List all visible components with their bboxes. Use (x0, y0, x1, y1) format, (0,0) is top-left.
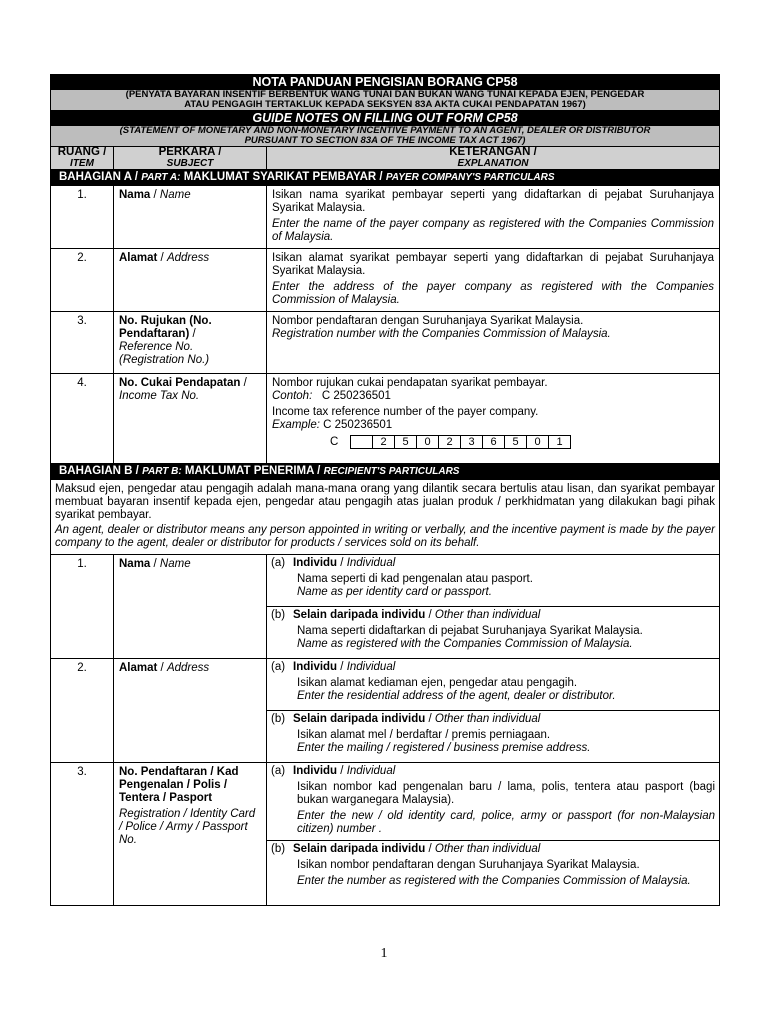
col-subject: PERKARA / SUBJECT (114, 147, 267, 170)
title-ms: NOTA PANDUAN PENGISIAN BORANG CP58 (51, 75, 720, 90)
digit-box: 0 (527, 435, 549, 449)
part-a-header: BAHAGIAN A / PART A: MAKLUMAT SYARIKAT PEMBAYAR / PAYER COMPANY'S PARTICULARS (51, 170, 720, 186)
col-explanation: KETERANGAN / EXPLANATION (267, 147, 720, 170)
digit-box: 2 (373, 435, 395, 449)
digit-box: 6 (483, 435, 505, 449)
part-b-row-1: 1. Nama / Name (a) Individu / Individual Nama seperti di kad pengenalan atau pasport. Name as per identity card or passport. (b) Selain daripada individu / Other than individual Nama seperti didaftarkan di pejabat Suruhanjaya Syarikat Malaysia. Name as registered with the Companies Commission of Malaysia. (51, 555, 720, 659)
title-en: GUIDE NOTES ON FILLING OUT FORM CP58 (51, 111, 720, 126)
digit-box: 2 (439, 435, 461, 449)
part-b-header: BAHAGIAN B / PART B: MAKLUMAT PENERIMA / RECIPIENT'S PARTICULARS (51, 464, 720, 480)
digit-box: 3 (461, 435, 483, 449)
tax-number-boxes: C 2 5 0 2 3 6 5 0 1 (330, 435, 714, 449)
part-b-row-3: 3. No. Pendaftaran / Kad Pengenalan / Polis / Tentera / Pasport Registration / Identity Card / Police / Army / Passport No. (a) Individu / Individual Isikan nombor kad pengenalan baru / lama, polis, tentera atau pasport (bagi bukan warganegara Malaysia). Enter the new / old identity card, police, army or passport (for non-Malaysian citizen) number . (b) Selain daripada individu / Other than individual Isikan nombor pendaftaran dengan Suruhanjaya Syarikat Malaysia. Enter the number as registered with the Companies Commission of Malaysia. (51, 763, 720, 906)
part-a-row-1: 1. Nama / Name Isikan nama syarikat pembayar seperti yang didaftarkan di pejabat Suruhanjaya Syarikat Malaysia. Enter the name of the payer company as registered with the Companies Commission of Malaysia. (51, 186, 720, 249)
digit-box: 1 (549, 435, 571, 449)
part-a-row-3: 3. No. Rujukan (No. Pendaftaran) / Reference No. (Registration No.) Nombor pendaftaran dengan Suruhanjaya Syarikat Malaysia. Registration number with the Companies Commission of Malaysia. (51, 312, 720, 374)
digit-box: 5 (505, 435, 527, 449)
page-number: 1 (380, 946, 388, 961)
guide-notes-document (50, 74, 719, 906)
digit-box-blank (350, 435, 373, 449)
part-a-row-4: 4. No. Cukai Pendapatan / Income Tax No. Nombor rujukan cukai pendapatan syarikat pembayar. Contoh: C 250236501 Income tax reference number of the payer company. Example: C 250236501 C 2 5 0 2 3 6 5 0 1 (51, 374, 720, 464)
digit-box: 0 (417, 435, 439, 449)
col-item: RUANG / ITEM (51, 147, 114, 170)
part-b-row-2: 2. Alamat / Address (a) Individu / Individual Isikan alamat kediaman ejen, pengedar atau pengagih. Enter the residential address of the agent, dealer or distributor. (b) Selain daripada individu / Other than individual Isikan alamat mel / berdaftar / premis perniagaan. Enter the mailing / registered / business premise address. (51, 659, 720, 763)
digit-box: 5 (395, 435, 417, 449)
part-b-intro: Maksud ejen, pengedar atau pengagih adalah mana-mana orang yang dilantik secara bertulis atau lisan, dan syarikat pembayar membuat bayaran insentif kepada ejen, pengedar atau pengagih atas jualan produk / perkhidmatan yang dilakukan bagi pihak syarikat pembayar. An agent, dealer or distributor means any person appointed in writing or verbally, and the incentive payment is made by the payer company to the agent, dealer or distributor for products / services sold on its behalf. (51, 480, 720, 555)
subtitle-ms: (PENYATA BAYARAN INSENTIF BERBENTUK WANG TUNAI DAN BUKAN WANG TUNAI KEPADA EJEN, PENGEDAR ATAU PENGAGIH TERTAKLUK KEPADA SEKSYEN 83A AKTA CUKAI PENDAPATAN 1967) (51, 90, 720, 111)
guide-notes-table (50, 74, 720, 906)
subtitle-en: (STATEMENT OF MONETARY AND NON-MONETARY INCENTIVE PAYMENT TO AN AGENT, DEALER OR DISTRIBUTOR PURSUANT TO SECTION 83A OF THE INCOME TAX ACT 1967) (51, 126, 720, 147)
part-a-row-2: 2. Alamat / Address Isikan alamat syarikat pembayar seperti yang didaftarkan di pejabat Suruhanjaya Syarikat Malaysia. Enter the address of the payer company as registered with the Companies Commission of Malaysia. (51, 249, 720, 312)
column-header-row (51, 147, 720, 170)
